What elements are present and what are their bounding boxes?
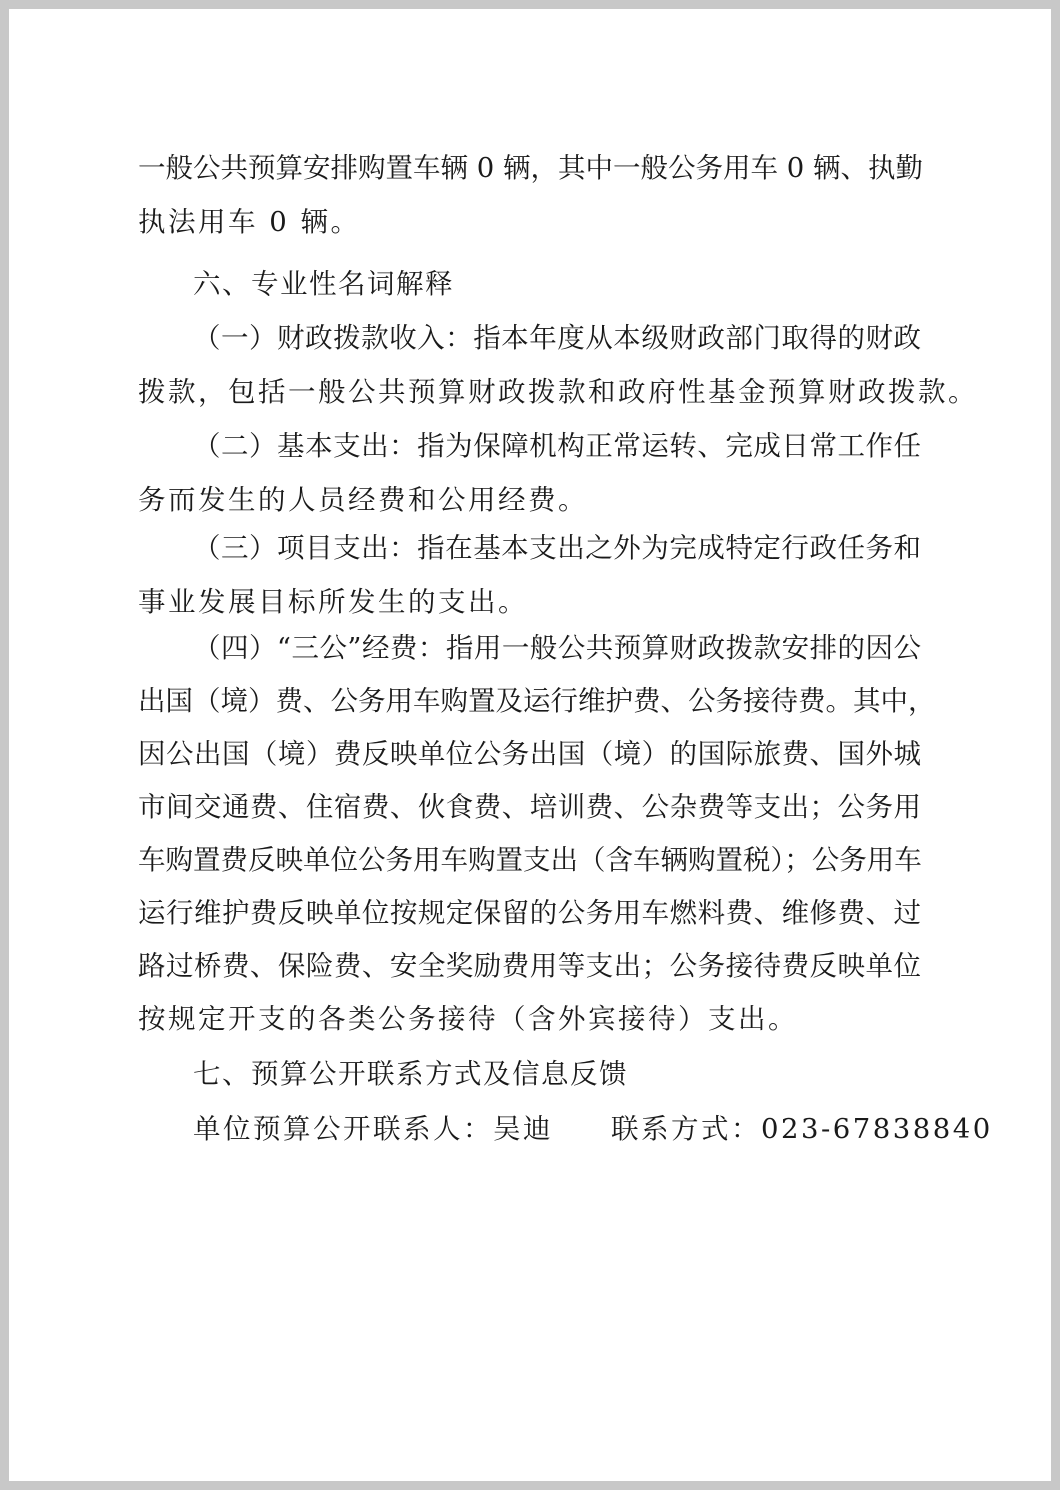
section-heading: 七、预算公开联系方式及信息反馈 bbox=[193, 1058, 628, 1090]
text-line: （四）“三公”经费：指用一般公共预算财政拨款安排的因公 bbox=[193, 632, 921, 664]
text-line: 拨款，包括一般公共预算财政拨款和政府性基金预算财政拨款。 bbox=[138, 376, 978, 408]
text-line: （一）财政拨款收入：指本年度从本级财政部门取得的财政 bbox=[193, 322, 921, 354]
text-line: 出国（境）费、公务用车购置及运行维护费、公务接待费。其中， bbox=[138, 685, 936, 717]
contact-method: 联系方式：023-67838840 bbox=[611, 1113, 993, 1145]
document-page bbox=[9, 9, 1051, 1481]
text-line: 市间交通费、住宿费、伙食费、培训费、公杂费等支出；公务用 bbox=[138, 791, 921, 823]
text-line: 运行维护费反映单位按规定保留的公务用车燃料费、维修费、过 bbox=[138, 897, 921, 929]
text-line: 执法用车 0 辆。 bbox=[138, 206, 361, 238]
text-line: 路过桥费、保险费、安全奖励费用等支出；公务接待费反映单位 bbox=[138, 950, 921, 982]
text-line: （二）基本支出：指为保障机构正常运转、完成日常工作任 bbox=[193, 430, 921, 462]
text-line: 一般公共预算安排购置车辆 0 辆，其中一般公务用车 0 辆、执勤 bbox=[138, 152, 923, 184]
text-line: 事业发展目标所发生的支出。 bbox=[138, 586, 528, 618]
contact-line bbox=[193, 1113, 993, 1145]
text-line: （三）项目支出：指在基本支出之外为完成特定行政任务和 bbox=[193, 532, 921, 564]
section-heading: 六、专业性名词解释 bbox=[193, 268, 454, 300]
contact-person: 单位预算公开联系人：吴迪 bbox=[193, 1113, 553, 1145]
text-line: 因公出国（境）费反映单位公务出国（境）的国际旅费、国外城 bbox=[138, 738, 921, 770]
text-line: 按规定开支的各类公务接待（含外宾接待）支出。 bbox=[138, 1003, 798, 1035]
text-line: 车购置费反映单位公务用车购置支出（含车辆购置税）；公务用车 bbox=[138, 844, 922, 876]
text-line: 务而发生的人员经费和公用经费。 bbox=[138, 484, 588, 516]
